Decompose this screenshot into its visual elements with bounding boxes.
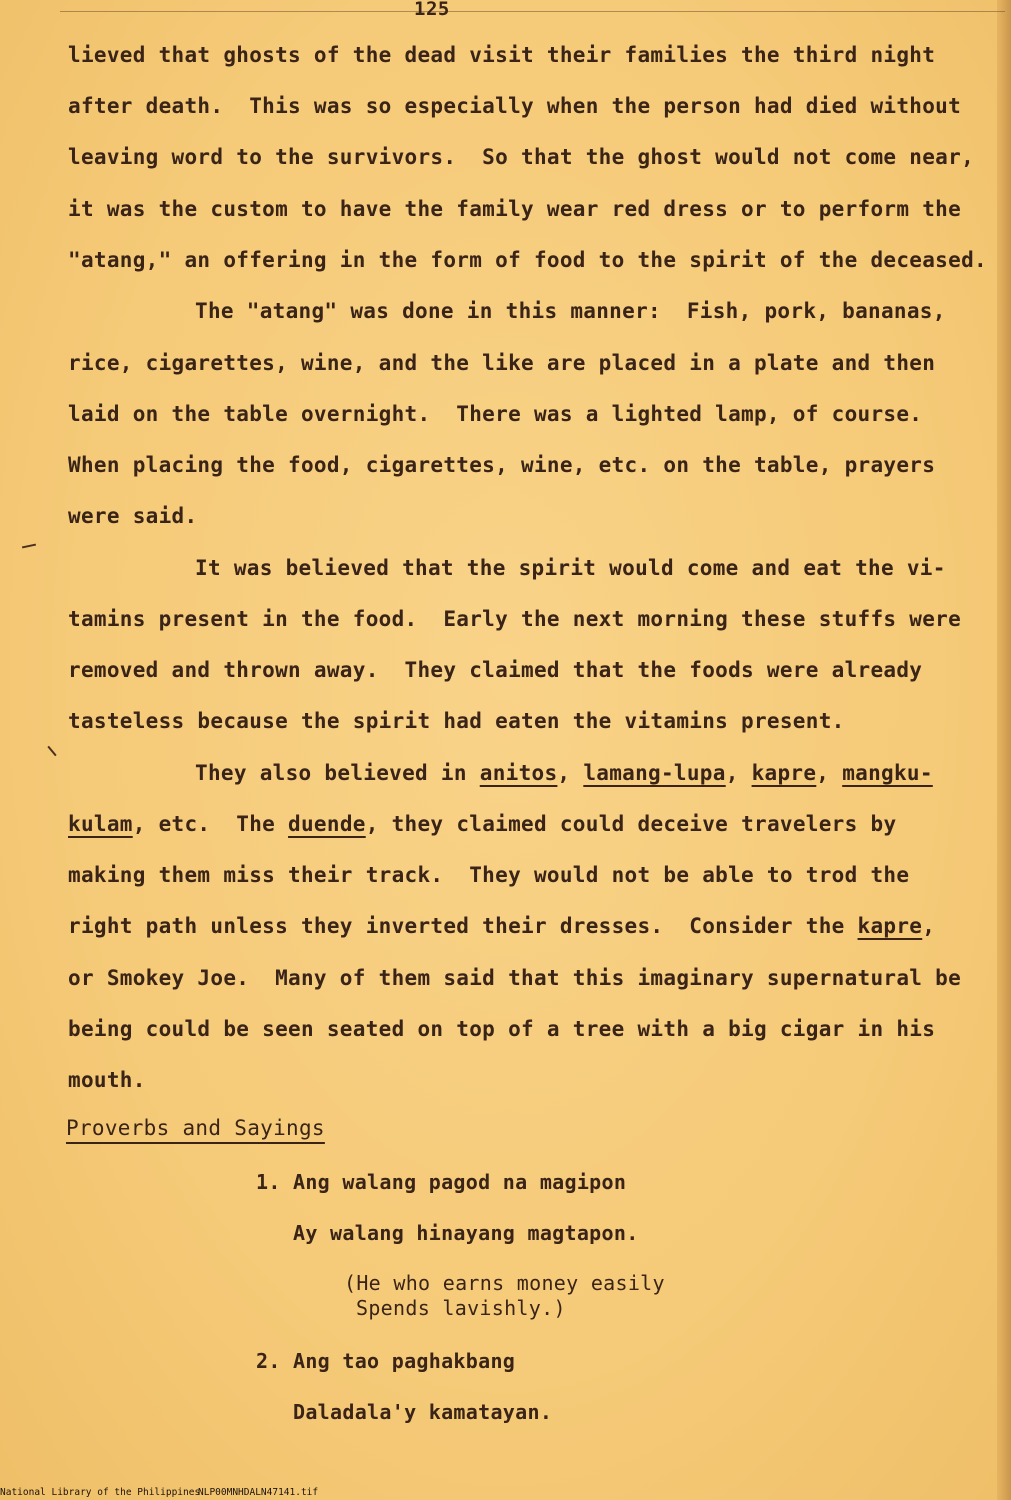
text-line: "atang," an offering in the form of food to the spirit of the deceased. xyxy=(68,248,987,272)
proverb-translation: (He who earns money easily xyxy=(344,1271,665,1295)
proverb-translation: Spends lavishly.) xyxy=(356,1296,566,1320)
text-line: or Smokey Joe. Many of them said that this imaginary supernatural be xyxy=(68,966,962,990)
text-line: leaving word to the survivors. So that the ghost would not come near, xyxy=(68,145,975,169)
text-line: it was the custom to have the family wear red dress or to perform the xyxy=(68,197,962,221)
text-line: mouth. xyxy=(68,1068,146,1092)
text-line: lieved that ghosts of the dead visit their families the third night xyxy=(68,43,936,67)
text-line: making them miss their track. They would not be able to trod the xyxy=(68,863,910,887)
section-heading: Proverbs and Sayings xyxy=(66,1116,325,1140)
text-line: being could be seen seated on top of a tree with a big cigar in his xyxy=(68,1017,936,1041)
text-line: It was believed that the spirit would come and eat the vi- xyxy=(195,556,946,580)
page-number: 125 xyxy=(414,0,450,20)
text-line: laid on the table overnight. There was a lighted lamp, of course. xyxy=(68,402,923,426)
underlined-term: duende xyxy=(288,812,366,836)
footer-filename: NLP00MNHDALN47141.tif xyxy=(198,1487,319,1498)
text-line: kulam, etc. The duende, they claimed could deceive travelers by xyxy=(68,812,897,836)
proverb-line: Ang walang pagod na magipon xyxy=(293,1170,627,1194)
text-line: When placing the food, cigarettes, wine, etc. on the table, prayers xyxy=(68,453,936,477)
text-line: rice, cigarettes, wine, and the like are placed in a plate and then xyxy=(68,351,936,375)
proverb-line: Ay walang hinayang magtapon. xyxy=(293,1221,639,1245)
proverb-line: Daladala'y kamatayan. xyxy=(293,1400,553,1424)
text-line: after death. This was so especially when the person had died without xyxy=(68,94,962,118)
underlined-term: mangku- xyxy=(842,761,933,785)
page-edge xyxy=(997,0,1011,1500)
proverb-number: 1. xyxy=(256,1170,281,1194)
text-line: right path unless they inverted their dresses. Consider the kapre, xyxy=(68,914,936,938)
text-line: They also believed in anitos, lamang-lupa, kapre, mangku- xyxy=(195,761,933,785)
text-line: tasteless because the spirit had eaten the vitamins present. xyxy=(68,709,845,733)
underlined-term: lamang-lupa xyxy=(583,761,726,785)
footer xyxy=(0,1454,1011,1498)
text-line: tamins present in the food. Early the next morning these stuffs were xyxy=(68,607,962,631)
proverb-number: 2. xyxy=(256,1349,281,1373)
underlined-term: anitos xyxy=(479,761,558,785)
top-rule xyxy=(60,11,1005,12)
underlined-term: kapre xyxy=(857,914,923,938)
stray-mark xyxy=(22,544,36,549)
text-line: The "atang" was done in this manner: Fish, pork, bananas, xyxy=(195,299,946,323)
proverb-line: Ang tao paghakbang xyxy=(293,1349,516,1373)
footer-library: National Library of the Philippines xyxy=(0,1487,201,1498)
text-line: were said. xyxy=(68,504,198,528)
underlined-term: kulam xyxy=(68,812,133,836)
text-line: removed and thrown away. They claimed that the foods were already xyxy=(68,658,923,682)
underlined-term: kapre xyxy=(751,761,817,785)
stray-mark xyxy=(47,746,56,756)
